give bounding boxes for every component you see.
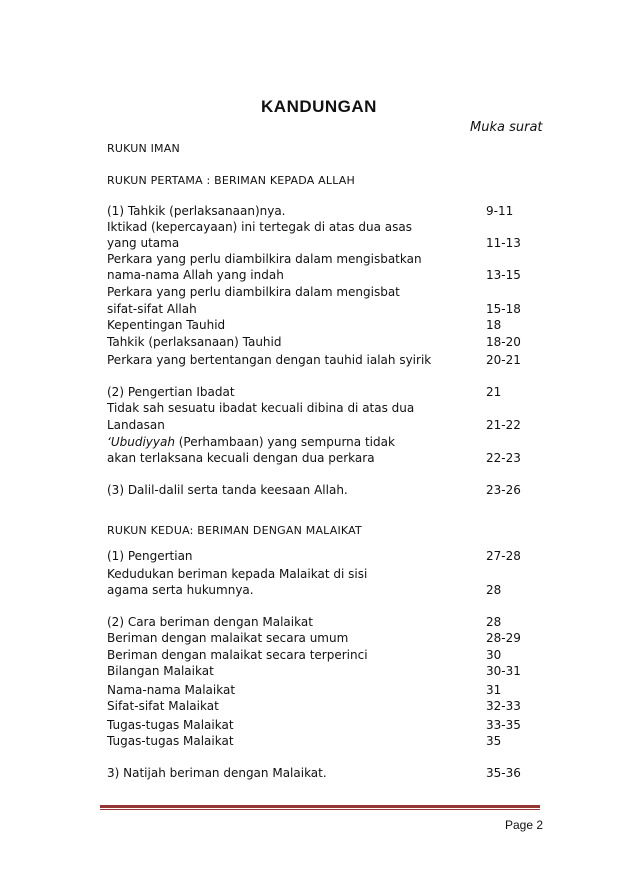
toc-entry — [107, 548, 537, 565]
toc-entry-text: Sifat-sifat Malaikat — [107, 699, 219, 713]
toc-entry — [107, 663, 537, 680]
toc-entry-text: (1) Tahkik (perlaksanaan)nya. — [107, 204, 286, 218]
toc-entry — [107, 647, 537, 664]
toc-entry-page: 20-21 — [486, 353, 521, 367]
toc-entry-text: (3) Dalil-dalil serta tanda keesaan Allah. — [107, 483, 348, 497]
toc-entry-page: 28 — [486, 583, 502, 597]
toc-entry-text: Tahkik (perlaksanaan) Tauhid — [107, 335, 282, 349]
toc-entry-page: 18-20 — [486, 335, 521, 349]
toc-entry-page: 28 — [486, 615, 502, 629]
toc-entry-text: Perkara yang bertentangan dengan tauhid ialah syirik — [107, 353, 432, 367]
toc-entry — [107, 698, 537, 715]
toc-entry-text: Landasan — [107, 418, 165, 432]
toc-entry-page: 30 — [486, 648, 502, 662]
toc-entry-text: Kedudukan beriman kepada Malaikat di sisi — [107, 567, 368, 581]
toc-entry-text: (2) Pengertian Ibadat — [107, 385, 235, 399]
toc-entry-text — [107, 434, 395, 451]
toc-entry-page: 11-13 — [486, 236, 521, 250]
toc-entry-page: 21 — [486, 385, 502, 399]
toc-entry-text: Tugas-tugas Malaikat — [107, 734, 234, 748]
toc-entry-page: 18 — [486, 318, 502, 332]
toc-entry — [107, 267, 537, 284]
toc-entry-page: 33-35 — [486, 718, 521, 732]
toc-entry-page: 22-23 — [486, 451, 521, 465]
footer-page-number: Page 2 — [505, 818, 544, 832]
toc-entry — [107, 203, 537, 220]
toc-entry-page: 35 — [486, 734, 502, 748]
toc-entry — [107, 400, 537, 417]
toc-entry-text: RUKUN PERTAMA : BERIMAN KEPADA ALLAH — [107, 174, 355, 187]
toc-entry — [107, 630, 537, 647]
toc-entry — [107, 384, 537, 401]
toc-entry-page: 21-22 — [486, 418, 521, 432]
toc-entry-text: RUKUN KEDUA: BERIMAN DENGAN MALAIKAT — [107, 524, 362, 537]
toc-heading — [107, 172, 537, 189]
toc-entry-text: (2) Cara beriman dengan Malaikat — [107, 615, 313, 629]
toc-entry — [107, 717, 537, 734]
toc-entry — [107, 733, 537, 750]
toc-entry-text: Kepentingan Tauhid — [107, 318, 226, 332]
toc-entry-text: Tugas-tugas Malaikat — [107, 718, 234, 732]
toc-entry-text: Perkara yang perlu diambilkira dalam mengisbatkan — [107, 252, 422, 266]
toc-entry-text: Perkara yang perlu diambilkira dalam mengisbat — [107, 285, 400, 299]
toc-entry — [107, 765, 537, 782]
toc-entry-text: Bilangan Malaikat — [107, 664, 214, 678]
toc-entry — [107, 301, 537, 318]
toc-entry — [107, 614, 537, 631]
toc-entry-text: Tidak sah sesuatu ibadat kecuali dibina di atas dua — [107, 401, 415, 415]
toc-entry — [107, 450, 537, 467]
toc-entry-page: 32-33 — [486, 699, 521, 713]
toc-heading — [107, 522, 537, 539]
page-title: KANDUNGAN — [261, 97, 377, 116]
toc-entry-page: 9-11 — [486, 204, 514, 218]
toc-entry-text: Beriman dengan malaikat secara terperinci — [107, 648, 368, 662]
toc-entry-text: nama-nama Allah yang indah — [107, 268, 284, 282]
page-column-header: Muka surat — [470, 120, 543, 135]
toc-entry-page: 23-26 — [486, 483, 521, 497]
toc-entry-text: Nama-nama Malaikat — [107, 683, 236, 697]
toc-entry-page: 13-15 — [486, 268, 521, 282]
toc-entry-text: 3) Natijah beriman dengan Malaikat. — [107, 766, 327, 780]
toc-entry-text: yang utama — [107, 236, 180, 250]
toc-entry — [107, 482, 537, 499]
toc-entry-text: akan terlaksana kecuali dengan dua perkara — [107, 451, 375, 465]
toc-entry-page: 35-36 — [486, 766, 521, 780]
footer-rule-thin — [100, 809, 540, 810]
toc-entry-text: RUKUN IMAN — [107, 142, 180, 155]
toc-entry — [107, 417, 537, 434]
toc-heading — [107, 140, 537, 157]
toc-entry — [107, 317, 537, 334]
toc-entry — [107, 219, 537, 236]
toc-entry — [107, 251, 537, 268]
toc-entry-text: Iktikad (kepercayaan) ini tertegak di atas dua asas — [107, 220, 412, 234]
toc-entry-text: Beriman dengan malaikat secara umum — [107, 631, 349, 645]
toc-entry — [107, 352, 537, 369]
toc-entry — [107, 566, 537, 583]
toc-entry — [107, 235, 537, 252]
toc-entry-page: 15-18 — [486, 302, 521, 316]
toc-entry-text: (1) Pengertian — [107, 549, 193, 563]
toc-entry — [107, 334, 537, 351]
toc-entry-text: agama serta hukumnya. — [107, 583, 254, 597]
toc-entry-page: 31 — [486, 683, 502, 697]
toc-entry-italic: ‘Ubudiyyah — [107, 435, 175, 449]
toc-entry — [107, 284, 537, 301]
footer-rule — [100, 805, 540, 808]
toc-entry — [107, 434, 537, 451]
toc-entry-text: sifat-sifat Allah — [107, 302, 197, 316]
toc-entry — [107, 582, 537, 599]
toc-entry-page: 28-29 — [486, 631, 521, 645]
toc-entry — [107, 682, 537, 699]
toc-entry-page: 27-28 — [486, 549, 521, 563]
toc-entry-rest: (Perhambaan) yang sempurna tidak — [174, 435, 395, 449]
toc-entry-page: 30-31 — [486, 664, 521, 678]
